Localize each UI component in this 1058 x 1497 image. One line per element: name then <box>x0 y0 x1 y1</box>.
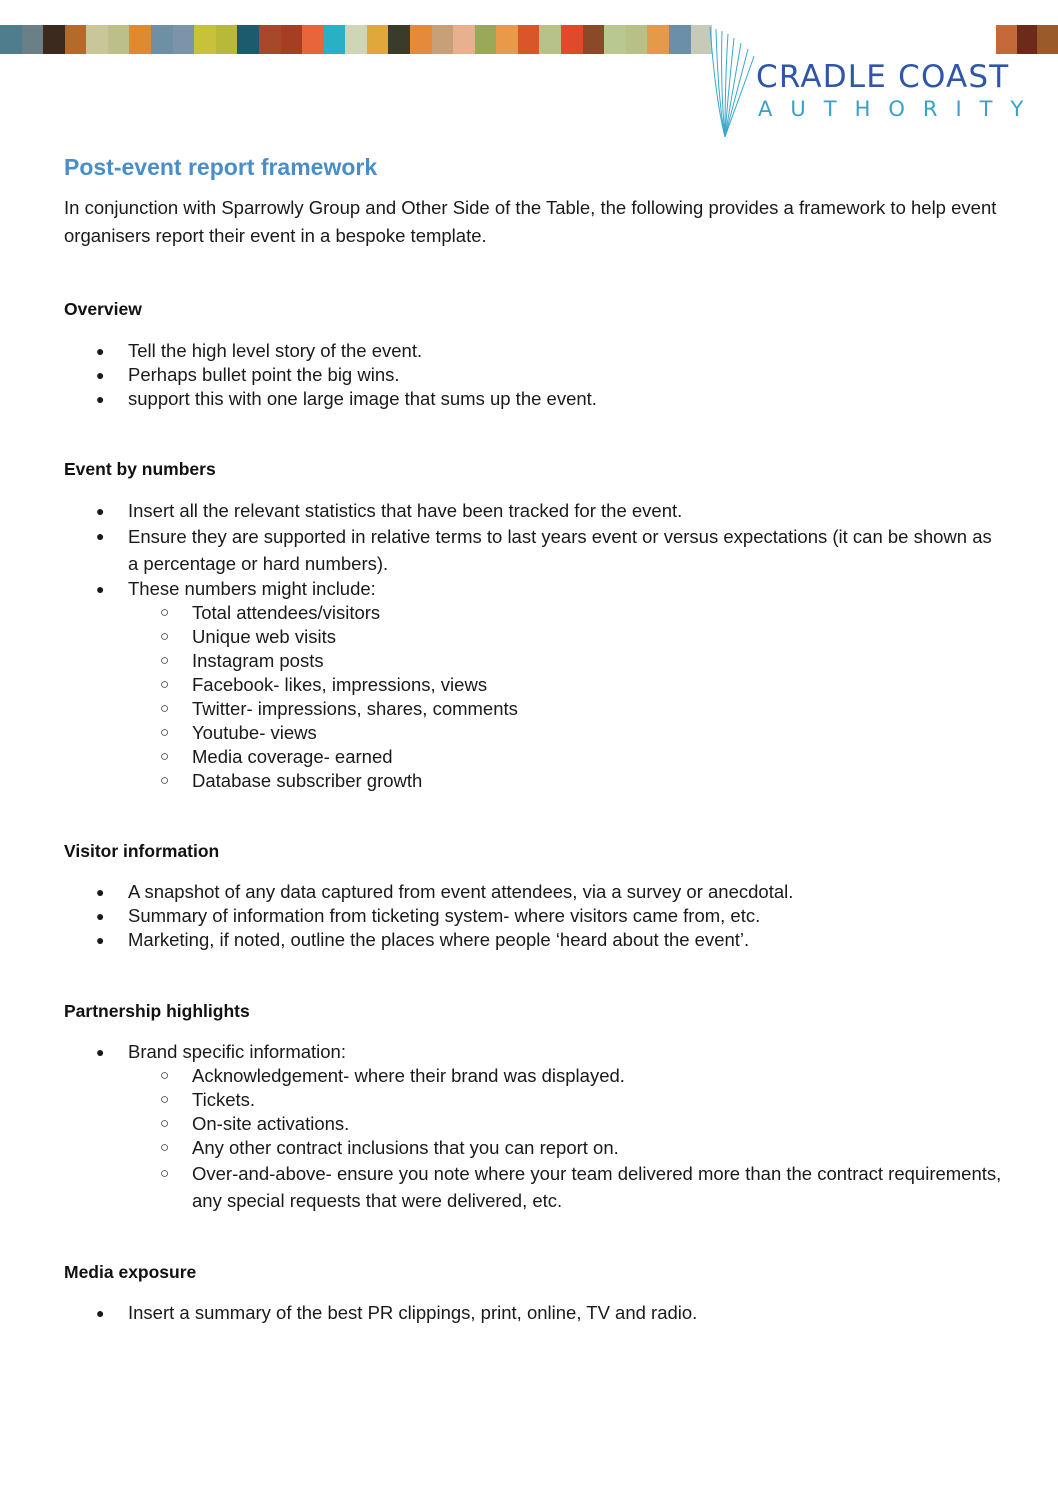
sub-bullet-icon: ○ <box>160 748 170 765</box>
list-item: ● These numbers might include: ○ Total attendees/visitors ○ Unique web visits ○ Instagram posts ○ Facebook- likes, impressions, views ○ Twitter- impressions, shares, comments ○ Youtube- views ○ Media coverage- earned ○ Database subscriber growth <box>64 577 1004 793</box>
sub-list-item: ○ Acknowledgement- where their brand was displayed. <box>160 1065 625 1086</box>
sub-list-item: ○ Over-and-above- ensure you note where your team delivered more than the contract requirements, any special requests that were delivered, etc. <box>128 1160 1004 1214</box>
sub-bullet-icon: ○ <box>160 1091 170 1108</box>
stripe-segment <box>475 25 497 54</box>
bullet-icon: ● <box>96 503 105 519</box>
numbers-list <box>64 499 1004 793</box>
list-item: ● A snapshot of any data captured from event attendees, via a survey or anecdotal. <box>96 881 794 902</box>
sub-bullet-icon: ○ <box>160 1139 170 1156</box>
bullet-icon: ● <box>96 1305 105 1321</box>
sub-list-item: ○ Instagram posts <box>160 650 324 671</box>
stripe-segment <box>324 25 346 54</box>
stripe-segment <box>453 25 475 54</box>
bullet-icon: ● <box>96 908 105 924</box>
stripe-segment <box>302 25 324 54</box>
stripe-segment <box>1037 25 1058 54</box>
stripe-segment <box>647 25 669 54</box>
stripe-segment <box>388 25 410 54</box>
sub-bullet-icon: ○ <box>160 628 170 645</box>
bullet-icon: ● <box>96 581 105 597</box>
list-item: ● Insert a summary of the best PR clippings, print, online, TV and radio. <box>96 1302 698 1323</box>
stripe-segment <box>216 25 238 54</box>
stripe-segment <box>1017 25 1038 54</box>
stripe-segment <box>43 25 65 54</box>
stripe-segment <box>518 25 540 54</box>
list-item: ● Tell the high level story of the event. <box>96 340 423 361</box>
stripe-segment <box>432 25 454 54</box>
sub-bullet-icon: ○ <box>160 1115 170 1132</box>
bullet-icon: ● <box>96 932 105 948</box>
page-title: Post-event report framework <box>64 154 378 180</box>
stripe-segment <box>410 25 432 54</box>
stripe-segment <box>108 25 130 54</box>
bullet-icon: ● <box>96 1044 105 1060</box>
stripe-segment <box>345 25 367 54</box>
list-item: ● Brand specific information: ○ Acknowledgement- where their brand was displayed. ○ Tickets. ○ On-site activations. ○ Any other contract inclusions that you can report on. ○ Over-and-above- ensure you note where your team delivered more than the contract requirements, any special requests that were delivered, etc. <box>64 1040 1004 1214</box>
bullet-icon: ● <box>96 391 105 407</box>
stripe-segment <box>367 25 389 54</box>
stripe-segment <box>65 25 87 54</box>
sub-list-item: ○ Any other contract inclusions that you can report on. <box>160 1137 619 1158</box>
bullet-icon: ● <box>96 528 105 544</box>
sub-list-item: ○ Media coverage- earned <box>160 746 393 767</box>
sub-list-item: ○ Database subscriber growth <box>160 770 423 791</box>
sub-bullet-icon: ○ <box>160 604 170 621</box>
sub-list-item: ○ Unique web visits <box>160 626 336 647</box>
stripe-segment <box>496 25 518 54</box>
section-heading-partnership: Partnership highlights <box>64 1001 250 1021</box>
list-item: ● Ensure they are supported in relative terms to last years event or versus expectations (it can be shown as a percentage or hard numbers). <box>64 523 1004 577</box>
logo-subwordmark: AUTHORITY <box>758 97 1042 121</box>
list-item: ● Perhaps bullet point the big wins. <box>96 364 400 385</box>
stripe-segment <box>626 25 648 54</box>
sub-list-item: ○ Twitter- impressions, shares, comments <box>160 698 518 719</box>
sub-bullet-icon: ○ <box>160 700 170 717</box>
sub-bullet-icon: ○ <box>160 1165 170 1182</box>
stripe-segment <box>22 25 44 54</box>
list-item: ● Insert all the relevant statistics that have been tracked for the event. <box>96 500 683 521</box>
sub-bullet-icon: ○ <box>160 772 170 789</box>
section-heading-visitor: Visitor information <box>64 841 220 861</box>
header-color-stripe-right <box>996 25 1058 54</box>
stripe-segment <box>129 25 151 54</box>
stripe-segment <box>237 25 259 54</box>
logo-wordmark: CRADLE COAST <box>756 59 1010 95</box>
stripe-segment <box>86 25 108 54</box>
document-body <box>64 150 1004 1325</box>
stripe-segment <box>173 25 195 54</box>
stripe-segment <box>539 25 561 54</box>
sub-list-item: ○ Tickets. <box>160 1089 256 1110</box>
section-heading-media: Media exposure <box>64 1262 197 1282</box>
stripe-segment <box>259 25 281 54</box>
intro-paragraph: In conjunction with Sparrowly Group and Other Side of the Table, the following provides a framework to help event organisers report their event in a bespoke template. <box>64 197 997 246</box>
stripe-segment <box>561 25 583 54</box>
stripe-segment <box>281 25 303 54</box>
partnership-list <box>64 1040 1004 1214</box>
sub-bullet-icon: ○ <box>160 652 170 669</box>
numbers-sublist <box>128 601 1004 793</box>
sub-list-item: ○ Facebook- likes, impressions, views <box>160 674 488 695</box>
list-item: ● Marketing, if noted, outline the places where people ‘heard about the event’. <box>96 929 750 950</box>
stripe-segment <box>669 25 691 54</box>
header-color-stripe <box>0 25 712 54</box>
bullet-icon: ● <box>96 343 105 359</box>
list-item: ● support this with one large image that sums up the event. <box>96 388 597 409</box>
bullet-icon: ● <box>96 884 105 900</box>
media-list <box>64 1301 1004 1325</box>
partnership-sublist <box>128 1064 1004 1214</box>
sub-bullet-icon: ○ <box>160 676 170 693</box>
visitor-list <box>64 880 1004 952</box>
sub-list-item: ○ Total attendees/visitors <box>160 602 381 623</box>
stripe-segment <box>194 25 216 54</box>
stripe-segment <box>0 25 22 54</box>
overview-list <box>64 339 1004 411</box>
section-heading-overview: Overview <box>64 299 142 319</box>
stripe-segment <box>151 25 173 54</box>
bullet-icon: ● <box>96 367 105 383</box>
sub-bullet-icon: ○ <box>160 1067 170 1084</box>
sub-list-item: ○ On-site activations. <box>160 1113 350 1134</box>
stripe-segment <box>996 25 1017 54</box>
section-heading-numbers: Event by numbers <box>64 459 216 479</box>
list-item: ● Summary of information from ticketing system- where visitors came from, etc. <box>96 905 761 926</box>
sub-bullet-icon: ○ <box>160 724 170 741</box>
stripe-segment <box>583 25 605 54</box>
sub-list-item: ○ Youtube- views <box>160 722 317 743</box>
stripe-segment <box>604 25 626 54</box>
